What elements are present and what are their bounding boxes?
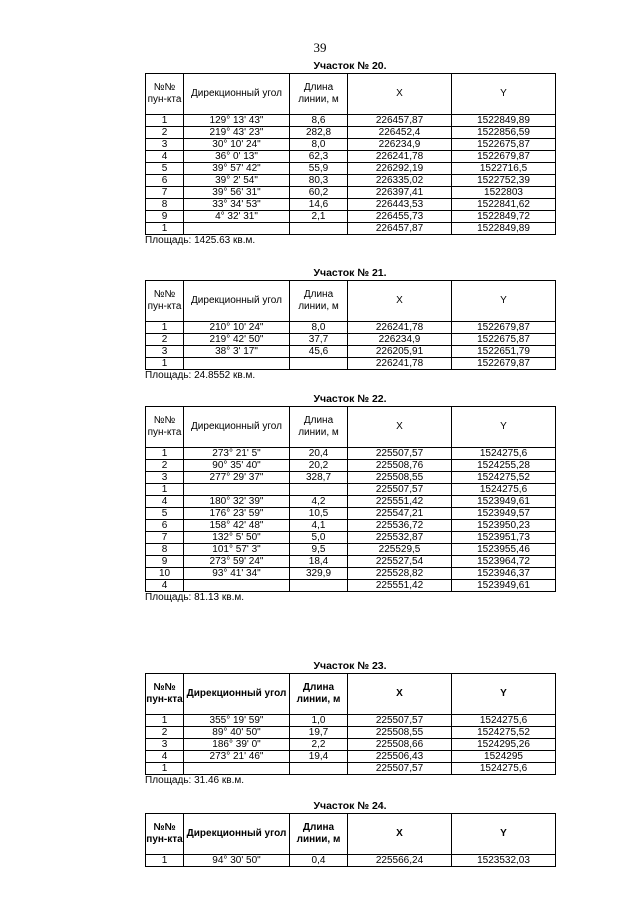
y-cell: 1522849,89: [452, 115, 556, 127]
table-row: [146, 556, 556, 568]
table-row: [146, 715, 556, 727]
y-cell: 1524275,6: [452, 484, 556, 496]
x-cell: 226452,4: [348, 127, 452, 139]
y-cell: 1523949,61: [452, 580, 556, 592]
line-length-cell: 2,1: [290, 211, 348, 223]
point-number-cell: 1: [146, 715, 184, 727]
direction-angle-cell: 176° 23' 59": [184, 508, 290, 520]
line-length-cell: 55,9: [290, 163, 348, 175]
x-cell: 225507,57: [348, 484, 452, 496]
point-number-cell: 7: [146, 532, 184, 544]
point-number-cell: 6: [146, 175, 184, 187]
y-cell: 1524295: [452, 751, 556, 763]
line-length-cell: 19,4: [290, 751, 348, 763]
y-header: Y: [452, 407, 556, 448]
point-number-cell: 8: [146, 199, 184, 211]
direction-angle-cell: 277° 29' 37": [184, 472, 290, 484]
point-number-cell: 9: [146, 211, 184, 223]
direction-angle-cell: 132° 5' 50": [184, 532, 290, 544]
plot-section: [145, 60, 555, 247]
line-length-cell: 10,5: [290, 508, 348, 520]
x-cell: 225507,57: [348, 448, 452, 460]
line-length-cell: 5,0: [290, 532, 348, 544]
direction-angle-header: Дирекционный угол: [184, 74, 290, 115]
line-length-cell: 62,3: [290, 151, 348, 163]
x-cell: 226457,87: [348, 223, 452, 235]
y-cell: 1522841,62: [452, 199, 556, 211]
line-length-cell: [290, 763, 348, 775]
line-length-header: Длина линии, м: [290, 281, 348, 322]
y-cell: 1522675,87: [452, 334, 556, 346]
point-number-header: №№ пун-кта: [146, 814, 184, 855]
direction-angle-header: Дирекционный угол: [184, 407, 290, 448]
plot-section: [145, 660, 555, 787]
x-cell: 225547,21: [348, 508, 452, 520]
line-length-header: Длина линии, м: [290, 74, 348, 115]
section-title: Участок № 23.: [313, 660, 387, 672]
table-row: [146, 460, 556, 472]
coordinates-table: [145, 673, 556, 775]
direction-angle-cell: 101° 57' 3": [184, 544, 290, 556]
direction-angle-cell: [184, 763, 290, 775]
y-cell: 1522849,72: [452, 211, 556, 223]
point-number-cell: 4: [146, 751, 184, 763]
point-number-cell: 4: [146, 151, 184, 163]
direction-angle-cell: [184, 580, 290, 592]
line-length-cell: [290, 223, 348, 235]
direction-angle-cell: 219° 43' 23": [184, 127, 290, 139]
x-header: X: [348, 74, 452, 115]
line-length-cell: 328,7: [290, 472, 348, 484]
area-label: Площадь: 81.13 кв.м.: [145, 592, 245, 603]
line-length-header: Длина линии, м: [290, 674, 348, 715]
point-number-cell: 10: [146, 568, 184, 580]
line-length-cell: 20,4: [290, 448, 348, 460]
line-length-cell: 60,2: [290, 187, 348, 199]
point-number-cell: 2: [146, 127, 184, 139]
y-cell: 1524275,6: [452, 763, 556, 775]
point-number-cell: 1: [146, 484, 184, 496]
section-title: Участок № 20.: [313, 60, 387, 72]
section-title: Участок № 21.: [313, 267, 387, 279]
direction-angle-cell: 273° 59' 24": [184, 556, 290, 568]
direction-angle-cell: 4° 32' 31": [184, 211, 290, 223]
point-number-header: №№ пун-кта: [146, 674, 184, 715]
y-cell: 1522803: [452, 187, 556, 199]
direction-angle-cell: 219° 42' 50": [184, 334, 290, 346]
direction-angle-cell: 90° 35' 40": [184, 460, 290, 472]
line-length-cell: 8,0: [290, 139, 348, 151]
table-row: [146, 508, 556, 520]
table-row: [146, 532, 556, 544]
x-cell: 226234,9: [348, 334, 452, 346]
plot-section: [145, 393, 555, 604]
point-number-cell: 5: [146, 508, 184, 520]
direction-angle-header: Дирекционный угол: [184, 674, 290, 715]
direction-angle-cell: 210° 10' 24": [184, 322, 290, 334]
x-cell: 226455,73: [348, 211, 452, 223]
y-cell: 1523964,72: [452, 556, 556, 568]
direction-angle-cell: 186° 39' 0": [184, 739, 290, 751]
line-length-cell: 14,6: [290, 199, 348, 211]
x-cell: 225508,66: [348, 739, 452, 751]
table-row: [146, 484, 556, 496]
x-cell: 226241,78: [348, 358, 452, 370]
y-cell: 1524275,6: [452, 448, 556, 460]
x-header: X: [348, 674, 452, 715]
table-row: [146, 544, 556, 556]
point-number-cell: 2: [146, 460, 184, 472]
point-number-cell: 4: [146, 580, 184, 592]
line-length-cell: 20,2: [290, 460, 348, 472]
point-number-cell: 2: [146, 334, 184, 346]
x-header: X: [348, 281, 452, 322]
point-number-header: №№ пун-кта: [146, 407, 184, 448]
table-row: [146, 727, 556, 739]
x-cell: 226241,78: [348, 322, 452, 334]
table-row: [146, 151, 556, 163]
point-number-cell: 2: [146, 727, 184, 739]
x-cell: 226292,19: [348, 163, 452, 175]
direction-angle-cell: [184, 484, 290, 496]
x-cell: 226234,9: [348, 139, 452, 151]
line-length-cell: 9,5: [290, 544, 348, 556]
line-length-cell: 8,0: [290, 322, 348, 334]
line-length-cell: 45,6: [290, 346, 348, 358]
area-label: Площадь: 24.8552 кв.м.: [145, 370, 256, 381]
y-cell: 1523951,73: [452, 532, 556, 544]
point-number-cell: 1: [146, 322, 184, 334]
x-cell: 225507,57: [348, 715, 452, 727]
table-row: [146, 223, 556, 235]
y-cell: 1523955,46: [452, 544, 556, 556]
area-label: Площадь: 31.46 кв.м.: [145, 775, 245, 786]
table-row: [146, 115, 556, 127]
line-length-cell: 2,2: [290, 739, 348, 751]
coordinates-table: [145, 813, 556, 867]
point-number-cell: 1: [146, 763, 184, 775]
x-cell: 225508,55: [348, 472, 452, 484]
line-length-cell: [290, 580, 348, 592]
point-number-cell: 3: [146, 346, 184, 358]
plot-section: [145, 800, 555, 867]
coordinates-table: [145, 406, 556, 592]
line-length-header: Длина линии, м: [290, 407, 348, 448]
direction-angle-cell: 39° 57' 42": [184, 163, 290, 175]
coordinates-table: [145, 280, 556, 370]
x-cell: 225566,24: [348, 855, 452, 867]
direction-angle-cell: 30° 10' 24": [184, 139, 290, 151]
line-length-cell: 8,6: [290, 115, 348, 127]
table-row: [146, 448, 556, 460]
y-cell: 1522679,87: [452, 151, 556, 163]
direction-angle-cell: 33° 34' 53": [184, 199, 290, 211]
line-length-cell: 0,4: [290, 855, 348, 867]
y-cell: 1522651,79: [452, 346, 556, 358]
y-header: Y: [452, 281, 556, 322]
direction-angle-cell: 273° 21' 5": [184, 448, 290, 460]
point-number-cell: 1: [146, 358, 184, 370]
table-row: [146, 163, 556, 175]
table-row: [146, 346, 556, 358]
x-cell: 225527,54: [348, 556, 452, 568]
point-number-cell: 4: [146, 496, 184, 508]
line-length-cell: 282,8: [290, 127, 348, 139]
coordinates-table: [145, 73, 556, 235]
point-number-cell: 1: [146, 855, 184, 867]
table-header-row: [146, 74, 556, 115]
x-header: X: [348, 407, 452, 448]
y-cell: 1522679,87: [452, 358, 556, 370]
direction-angle-cell: 94° 30' 50": [184, 855, 290, 867]
table-row: [146, 358, 556, 370]
x-cell: 226457,87: [348, 115, 452, 127]
direction-angle-cell: 355° 19' 59": [184, 715, 290, 727]
x-cell: 226335,02: [348, 175, 452, 187]
point-number-cell: 3: [146, 139, 184, 151]
x-cell: 225528,82: [348, 568, 452, 580]
table-header-row: [146, 674, 556, 715]
line-length-cell: [290, 484, 348, 496]
x-cell: 226205,91: [348, 346, 452, 358]
table-row: [146, 199, 556, 211]
x-cell: 226397,41: [348, 187, 452, 199]
y-cell: 1524275,52: [452, 472, 556, 484]
y-cell: 1522716,5: [452, 163, 556, 175]
point-number-header: №№ пун-кта: [146, 74, 184, 115]
y-cell: 1522679,87: [452, 322, 556, 334]
table-row: [146, 855, 556, 867]
x-cell: 225506,43: [348, 751, 452, 763]
point-number-cell: 7: [146, 187, 184, 199]
table-row: [146, 175, 556, 187]
point-number-cell: 8: [146, 544, 184, 556]
y-cell: 1524295,26: [452, 739, 556, 751]
point-number-cell: 3: [146, 739, 184, 751]
table-row: [146, 739, 556, 751]
direction-angle-cell: 93° 41' 34": [184, 568, 290, 580]
point-number-cell: 1: [146, 223, 184, 235]
table-row: [146, 139, 556, 151]
direction-angle-cell: 89° 40' 50": [184, 727, 290, 739]
y-header: Y: [452, 674, 556, 715]
line-length-cell: 4,2: [290, 496, 348, 508]
table-row: [146, 127, 556, 139]
table-row: [146, 322, 556, 334]
area-label: Площадь: 1425.63 кв.м.: [145, 235, 256, 246]
page-number: 39: [313, 40, 327, 55]
plot-section: [145, 267, 555, 382]
table-row: [146, 751, 556, 763]
table-header-row: [146, 281, 556, 322]
y-cell: 1522675,87: [452, 139, 556, 151]
table-row: [146, 568, 556, 580]
direction-angle-header: Дирекционный угол: [184, 281, 290, 322]
y-header: Y: [452, 814, 556, 855]
x-cell: 225532,87: [348, 532, 452, 544]
table-row: [146, 520, 556, 532]
point-number-cell: 9: [146, 556, 184, 568]
y-cell: 1524275,52: [452, 727, 556, 739]
x-cell: 225551,42: [348, 580, 452, 592]
direction-angle-cell: 36° 0' 13": [184, 151, 290, 163]
table-row: [146, 211, 556, 223]
y-cell: 1524275,6: [452, 715, 556, 727]
x-cell: 225507,57: [348, 763, 452, 775]
x-cell: 225536,72: [348, 520, 452, 532]
y-cell: 1523950,23: [452, 520, 556, 532]
y-cell: 1523946,37: [452, 568, 556, 580]
direction-angle-cell: [184, 223, 290, 235]
table-row: [146, 334, 556, 346]
direction-angle-cell: [184, 358, 290, 370]
point-number-cell: 3: [146, 472, 184, 484]
x-cell: 225508,76: [348, 460, 452, 472]
x-cell: 225508,55: [348, 727, 452, 739]
direction-angle-cell: 273° 21' 46": [184, 751, 290, 763]
line-length-cell: 18,4: [290, 556, 348, 568]
line-length-cell: [290, 358, 348, 370]
table-row: [146, 763, 556, 775]
direction-angle-cell: 38° 3' 17": [184, 346, 290, 358]
y-cell: 1524255,28: [452, 460, 556, 472]
table-row: [146, 496, 556, 508]
y-cell: 1523532,03: [452, 855, 556, 867]
x-cell: 226443,53: [348, 199, 452, 211]
direction-angle-cell: 39° 56' 31": [184, 187, 290, 199]
y-cell: 1522856,59: [452, 127, 556, 139]
x-header: X: [348, 814, 452, 855]
line-length-header: Длина линии, м: [290, 814, 348, 855]
line-length-cell: 37,7: [290, 334, 348, 346]
section-title: Участок № 24.: [313, 800, 387, 812]
line-length-cell: 4,1: [290, 520, 348, 532]
y-header: Y: [452, 74, 556, 115]
table-row: [146, 580, 556, 592]
y-cell: 1523949,57: [452, 508, 556, 520]
point-number-cell: 5: [146, 163, 184, 175]
table-row: [146, 187, 556, 199]
point-number-cell: 6: [146, 520, 184, 532]
y-cell: 1522752,39: [452, 175, 556, 187]
y-cell: 1522849,89: [452, 223, 556, 235]
point-number-cell: 1: [146, 448, 184, 460]
table-row: [146, 472, 556, 484]
line-length-cell: 80,3: [290, 175, 348, 187]
y-cell: 1523949,61: [452, 496, 556, 508]
direction-angle-header: Дирекционный угол: [184, 814, 290, 855]
x-cell: 225529,5: [348, 544, 452, 556]
line-length-cell: 19,7: [290, 727, 348, 739]
x-cell: 226241,78: [348, 151, 452, 163]
direction-angle-cell: 39° 2' 54": [184, 175, 290, 187]
point-number-cell: 1: [146, 115, 184, 127]
point-number-header: №№ пун-кта: [146, 281, 184, 322]
direction-angle-cell: 129° 13' 43": [184, 115, 290, 127]
line-length-cell: 1,0: [290, 715, 348, 727]
x-cell: 225551,42: [348, 496, 452, 508]
line-length-cell: 329,9: [290, 568, 348, 580]
section-title: Участок № 22.: [313, 393, 387, 405]
table-header-row: [146, 407, 556, 448]
direction-angle-cell: 158° 42' 48": [184, 520, 290, 532]
table-header-row: [146, 814, 556, 855]
direction-angle-cell: 180° 32' 39": [184, 496, 290, 508]
